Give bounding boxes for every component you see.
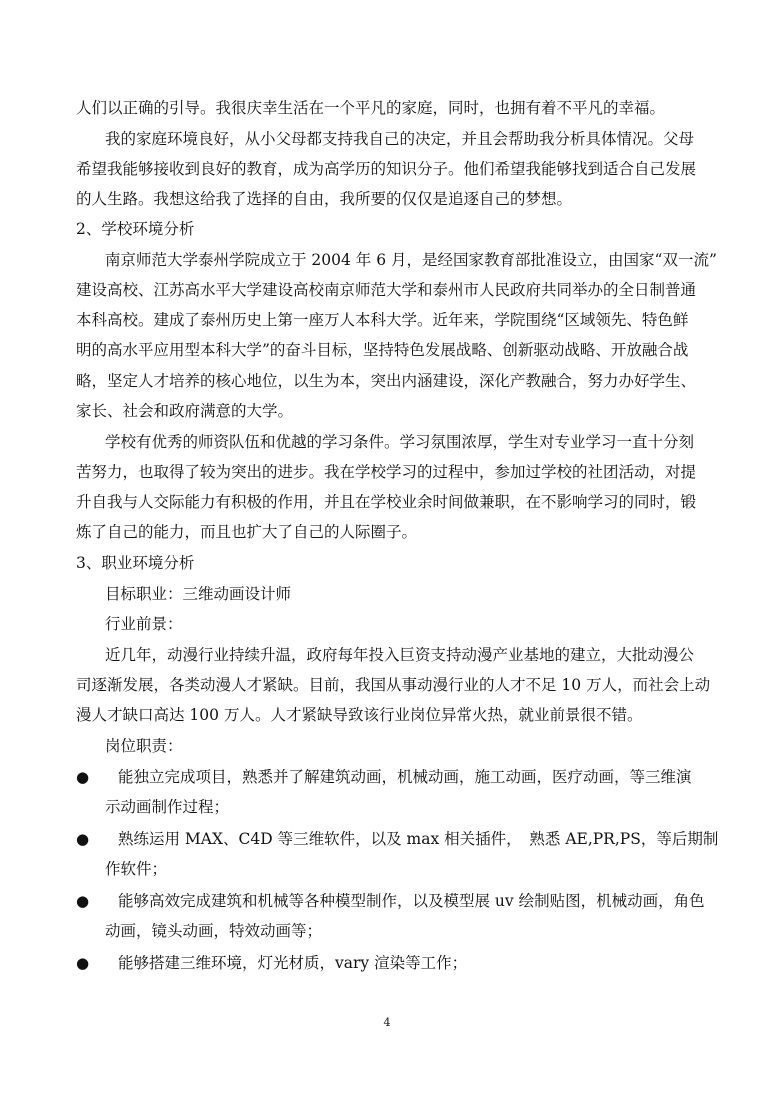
bullet-icon: ● (76, 768, 90, 786)
duty-item-line: 熟练运用 MAX、C4D 等三维软件，以及 max 相关插件， 熟悉 AE,PR,PS，等后期制 (118, 830, 719, 848)
paragraph-line: 升自我与人交际能力有积极的作用，并且在学校业余时间做兼职，在不影响学习的同时，锻 (76, 493, 697, 511)
paragraph-line: 我的家庭环境良好，从小父母都支持我自己的决定，并且会帮助我分析具体情况。父母 (105, 130, 695, 148)
paragraph-line: 人们以正确的引导。我很庆幸生活在一个平凡的家庭，同时，也拥有着不平凡的幸福。 (76, 99, 666, 117)
paragraph-line: 家长、社会和政府满意的大学。 (76, 402, 294, 420)
paragraph-line: 本科高校。建成了泰州历史上第一座万人本科大学。近年来，学院围绕“区域领先、特色鲜 (76, 311, 689, 329)
paragraph-line: 漫人才缺口高达 100 万人。人才紧缺导致该行业岗位异常火热，就业前景很不错。 (76, 706, 643, 724)
bullet-icon: ● (76, 892, 90, 910)
duty-item-line: 能够搭建三维环境，灯光材质，vary 渲染等工作； (118, 954, 468, 972)
section-heading-school: 2、学校环境分析 (76, 220, 195, 238)
paragraph-line: 略，坚定人才培养的核心地位，以生为本，突出内涵建设，深化产教融合，努力办好学生、 (76, 372, 697, 390)
duty-item-line: 能独立完成项目，熟悉并了解建筑动画，机械动画，施工动画，医疗动画，等三维演 (118, 768, 692, 786)
duty-item-line: 能够高效完成建筑和机械等各种模型制作，以及模型展 uv 绘制贴图，机械动画，角色 (118, 892, 705, 910)
paragraph-line: 南京师范大学泰州学院成立于 2004 年 6 月，是经国家教育部批准设立，由国家“双一流” (105, 251, 717, 269)
paragraph-line: 的人生路。我想这给我了选择的自由，我所要的仅仅是追逐自己的梦想。 (76, 190, 573, 208)
paragraph-line: 希望我能够接收到良好的教育，成为高学历的知识分子。他们希望我能够找到适合自己发展 (76, 160, 697, 178)
paragraph-line: 近几年，动漫行业持续升温，政府每年投入巨资支持动漫产业基地的建立，大批动漫公 (105, 646, 695, 664)
paragraph-line: 苦努力，也取得了较为突出的进步。我在学校学习的过程中，参加过学校的社团活动，对提 (76, 463, 697, 481)
paragraph-line: 炼了自己的能力，而且也扩大了自己的人际圈子。 (76, 523, 418, 541)
duty-item-line: 作软件； (105, 860, 168, 878)
duty-item-line: 示动画制作过程； (105, 798, 230, 816)
paragraph-line: 建设高校、江苏高水平大学建设高校南京师范大学和泰州市人民政府共同举办的全日制普通 (76, 281, 697, 299)
duty-item-line: 动画，镜头动画，特效动画等； (105, 922, 323, 940)
paragraph-line: 司逐渐发展，各类动漫人才紧缺。目前，我国从事动漫行业的人才不足 10 万人，而社会上动 (76, 676, 711, 694)
target-job-line: 目标职业：三维动画设计师 (105, 585, 292, 603)
duties-label: 岗位职责： (105, 737, 183, 755)
bullet-icon: ● (76, 830, 90, 848)
paragraph-line: 明的高水平应用型本科大学”的奋斗目标，坚持特色发展战略、创新驱动战略、开放融合战 (76, 341, 689, 359)
industry-label: 行业前景： (105, 615, 183, 633)
paragraph-line: 学校有优秀的师资队伍和优越的学习条件。学习氛围浓厚，学生对专业学习一直十分刻 (105, 433, 695, 451)
section-heading-career: 3、职业环境分析 (76, 554, 195, 572)
bullet-icon: ● (76, 954, 90, 972)
page-number: 4 (383, 1016, 391, 1029)
